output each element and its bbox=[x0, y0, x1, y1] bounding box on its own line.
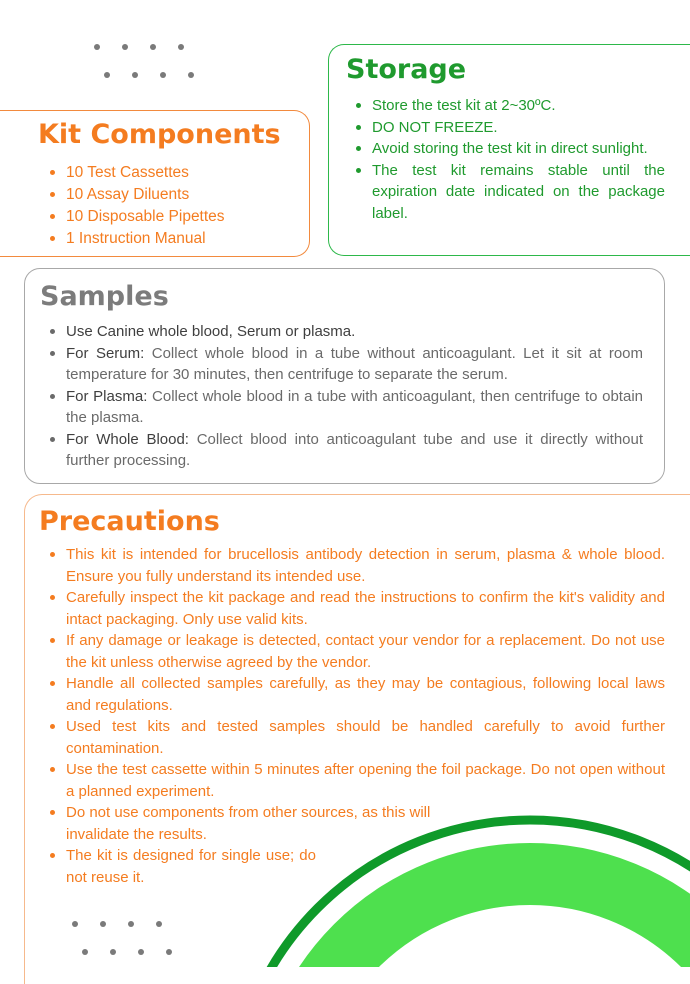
list-item: Carefully inspect the kit package and read the instructions to confirm the kit's validity and intact packaging. Only use valid kits. bbox=[46, 587, 665, 630]
sample-label: For Plasma: bbox=[66, 387, 148, 405]
storage-title: Storage bbox=[346, 54, 467, 85]
list-item bbox=[46, 321, 643, 343]
list-item bbox=[46, 343, 643, 386]
list-item: If any damage or leakage is detected, contact your vendor for a replacement. Do not use the kit unless otherwise agreed by the vendor. bbox=[46, 630, 665, 673]
list-item: The kit is designed for single use; do not reuse it. bbox=[46, 845, 316, 888]
list-item: DO NOT FREEZE. bbox=[352, 117, 665, 139]
list-item: 1 Instruction Manual bbox=[46, 228, 225, 250]
list-item: Do not use components from other sources, as this will invalidate the results. bbox=[46, 802, 466, 845]
sample-label: For Whole Blood: bbox=[66, 430, 189, 448]
list-item: This kit is intended for brucellosis antibody detection in serum, plasma & whole blood. Ensure you fully understand its intended use. bbox=[46, 544, 665, 587]
list-item: Store the test kit at 2~30ºC. bbox=[352, 95, 665, 117]
list-item: The test kit remains stable until the expiration date indicated on the package label. bbox=[352, 160, 665, 225]
precautions-section bbox=[24, 494, 690, 984]
sample-text: Collect whole blood in a tube without anticoagulant. Let it sit at room temperature for 30 minutes, then centrifuge to separate the serum. bbox=[66, 344, 643, 383]
sample-text: Collect whole blood in a tube with anticoagulant, then centrifuge to obtain the plasma. bbox=[66, 387, 643, 426]
list-item: Handle all collected samples carefully, as they may be contagious, following local laws and regulations. bbox=[46, 673, 665, 716]
list-item: Avoid storing the test kit in direct sunlight. bbox=[352, 138, 665, 160]
precautions-title: Precautions bbox=[39, 506, 220, 537]
sample-label: For Serum: bbox=[66, 344, 145, 362]
decorative-dots-top bbox=[94, 44, 184, 78]
list-item: 10 Assay Diluents bbox=[46, 184, 225, 206]
list-item bbox=[46, 429, 643, 472]
kit-components-list bbox=[46, 162, 225, 250]
list-item: 10 Disposable Pipettes bbox=[46, 206, 225, 228]
kit-components-title: Kit Components bbox=[38, 119, 281, 150]
sample-text: Use Canine whole blood, Serum or plasma. bbox=[66, 323, 356, 340]
samples-list bbox=[46, 321, 643, 472]
list-item: 10 Test Cassettes bbox=[46, 162, 225, 184]
storage-section bbox=[328, 44, 690, 256]
kit-components-section bbox=[0, 110, 310, 257]
list-item: Used test kits and tested samples should be handled carefully to avoid further contamination. bbox=[46, 716, 665, 759]
samples-title: Samples bbox=[40, 281, 169, 312]
decorative-dots-bottom bbox=[72, 921, 162, 955]
sample-text: Collect blood into anticoagulant tube and use it directly without further processing. bbox=[66, 430, 644, 469]
list-item bbox=[46, 386, 643, 429]
precautions-list bbox=[46, 544, 665, 888]
samples-section bbox=[24, 268, 665, 484]
storage-list bbox=[352, 95, 665, 224]
list-item: Use the test cassette within 5 minutes after opening the foil package. Do not open without a planned experiment. bbox=[46, 759, 665, 802]
